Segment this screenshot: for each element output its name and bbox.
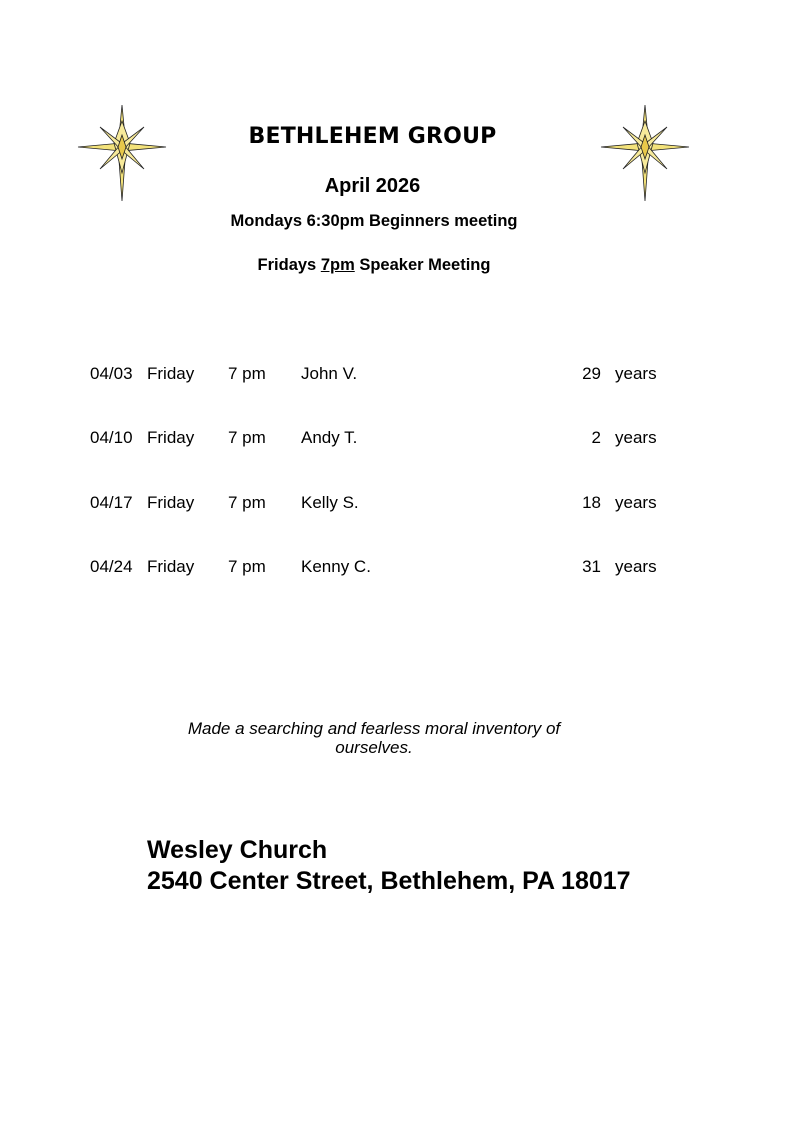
sobriety-years: 29 <box>582 364 601 383</box>
friday-prefix: Fridays <box>257 256 321 274</box>
schedule-day: Friday <box>147 428 195 447</box>
schedule-time: 7 pm <box>228 364 266 383</box>
quote-line: Made a searching and fearless moral inventory of <box>187 719 561 738</box>
venue-name: Wesley Church <box>147 836 328 864</box>
years-unit: years <box>615 493 657 512</box>
friday-suffix: Speaker Meeting <box>354 256 491 274</box>
quote-line: ourselves. <box>335 738 413 757</box>
step-quote <box>150 719 598 757</box>
speaker-name: Kenny C. <box>301 557 371 576</box>
schedule-row <box>0 364 795 388</box>
schedule-date: 04/10 <box>90 428 133 447</box>
schedule-time: 7 pm <box>228 557 266 576</box>
friday-time: 7pm <box>320 256 355 274</box>
speaker-name: Kelly S. <box>301 493 359 512</box>
years-unit: years <box>615 428 657 447</box>
schedule-date: 04/24 <box>90 557 133 576</box>
friday-meeting-line <box>0 256 748 275</box>
schedule-day: Friday <box>147 364 195 383</box>
schedule-day: Friday <box>147 557 195 576</box>
sobriety-years: 2 <box>591 428 601 447</box>
schedule-date: 04/03 <box>90 364 133 383</box>
schedule-time: 7 pm <box>228 493 266 512</box>
month-heading: April 2026 <box>324 175 421 197</box>
schedule-row <box>0 557 795 581</box>
sobriety-years: 18 <box>582 493 601 512</box>
monday-meeting-line: Mondays 6:30pm Beginners meeting <box>230 212 518 230</box>
meeting-address <box>147 835 631 897</box>
street-address: 2540 Center Street, Bethlehem, PA 18017 <box>147 867 631 895</box>
page-title: BETHLEHEM GROUP <box>248 124 497 149</box>
schedule-row <box>0 428 795 452</box>
schedule-row <box>0 493 795 517</box>
schedule-date: 04/17 <box>90 493 133 512</box>
years-unit: years <box>615 557 657 576</box>
speaker-name: John V. <box>301 364 358 383</box>
schedule-time: 7 pm <box>228 428 266 447</box>
sobriety-years: 31 <box>582 557 601 576</box>
speaker-name: Andy T. <box>301 428 358 447</box>
schedule-day: Friday <box>147 493 195 512</box>
years-unit: years <box>615 364 657 383</box>
